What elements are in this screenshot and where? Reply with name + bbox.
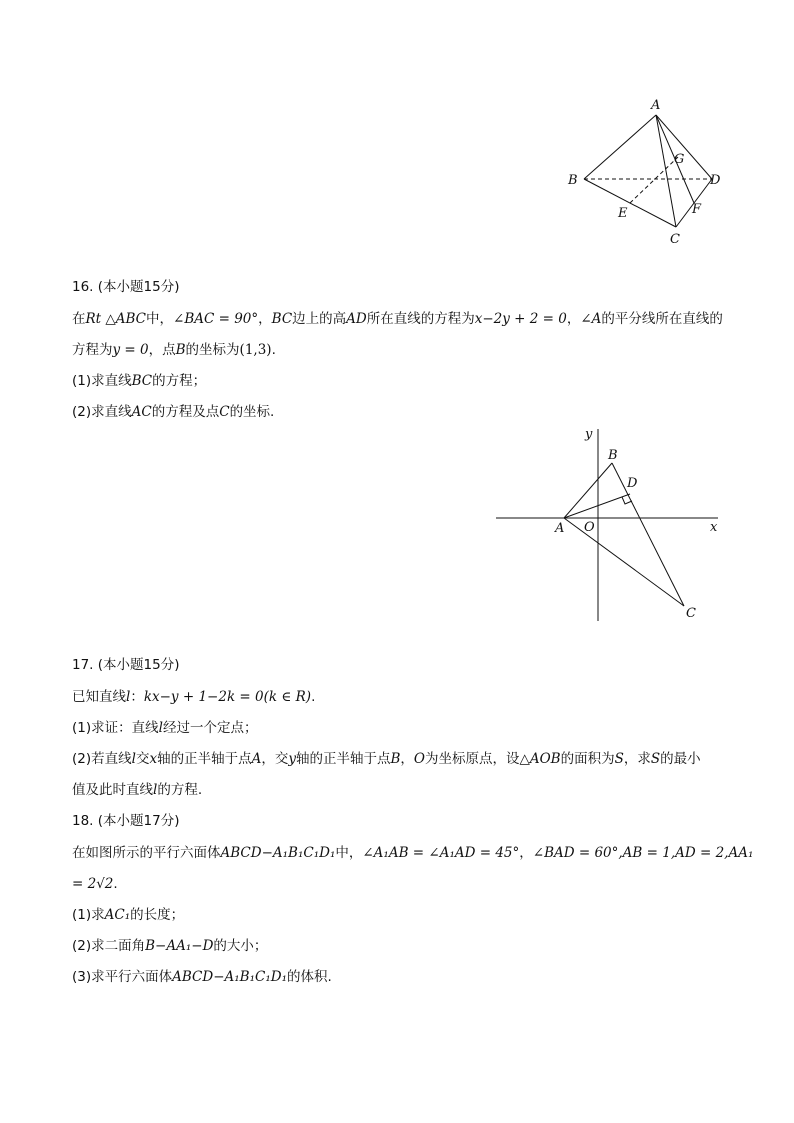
coordinate-figure bbox=[492, 425, 732, 627]
q18-stem-line2: = 2√2. bbox=[72, 876, 118, 892]
q16-part1: (1)求直线BC的方程； bbox=[72, 373, 207, 389]
q17-part2-line2: 值及此时直线l的方程. bbox=[72, 782, 203, 798]
label-D: D bbox=[710, 173, 721, 188]
label-O: O bbox=[584, 520, 595, 535]
q17-part2-line1: (2)若直线l交x轴的正半轴于点A，交y轴的正半轴于点B，O为坐标原点，设△AOB的面积为S，求S的最小 bbox=[72, 751, 701, 767]
label-F: F bbox=[692, 202, 702, 217]
label-y-axis: y bbox=[585, 427, 593, 442]
label-G: G bbox=[674, 152, 685, 167]
label-C: C bbox=[670, 232, 680, 247]
label-B: B bbox=[568, 173, 578, 188]
q18-stem-line1: 在如图所示的平行六面体ABCD−A₁B₁C₁D₁中，∠A₁AB = ∠A₁AD = 45°，∠BAD = 60°,AB = 1,AD = 2,AA₁ bbox=[72, 845, 754, 861]
q16-part2: (2)求直线AC的方程及点C的坐标. bbox=[72, 404, 275, 420]
label-A: A bbox=[651, 98, 661, 113]
label-A2: A bbox=[555, 521, 565, 536]
tetrahedron-figure bbox=[560, 95, 730, 250]
q18-header: 18. (本小题17分) bbox=[72, 813, 180, 829]
q18-part3: (3)求平行六面体ABCD−A₁B₁C₁D₁的体积. bbox=[72, 969, 332, 985]
q17-header: 17. (本小题15分) bbox=[72, 657, 180, 673]
q18-part1: (1)求AC₁的长度； bbox=[72, 907, 185, 923]
q16-stem-line2: 方程为y = 0，点B的坐标为(1,3). bbox=[72, 342, 276, 358]
label-C2: C bbox=[686, 606, 696, 621]
label-B2: B bbox=[608, 448, 618, 463]
q18-part2: (2)求二面角B−AA₁−D的大小； bbox=[72, 938, 268, 954]
q16-stem-line1: 在Rt △ABC中，∠BAC = 90°，BC边上的高AD所在直线的方程为x−2y + 2 = 0，∠A的平分线所在直线的 bbox=[72, 311, 723, 327]
label-x-axis: x bbox=[710, 520, 718, 535]
q17-stem: 已知直线l：kx−y + 1−2k = 0(k ∈ R). bbox=[72, 689, 316, 705]
q16-header: 16. (本小题15分) bbox=[72, 279, 180, 295]
label-E: E bbox=[618, 206, 628, 221]
label-D2: D bbox=[627, 476, 638, 491]
q17-part1: (1)求证：直线l经过一个定点； bbox=[72, 720, 258, 736]
